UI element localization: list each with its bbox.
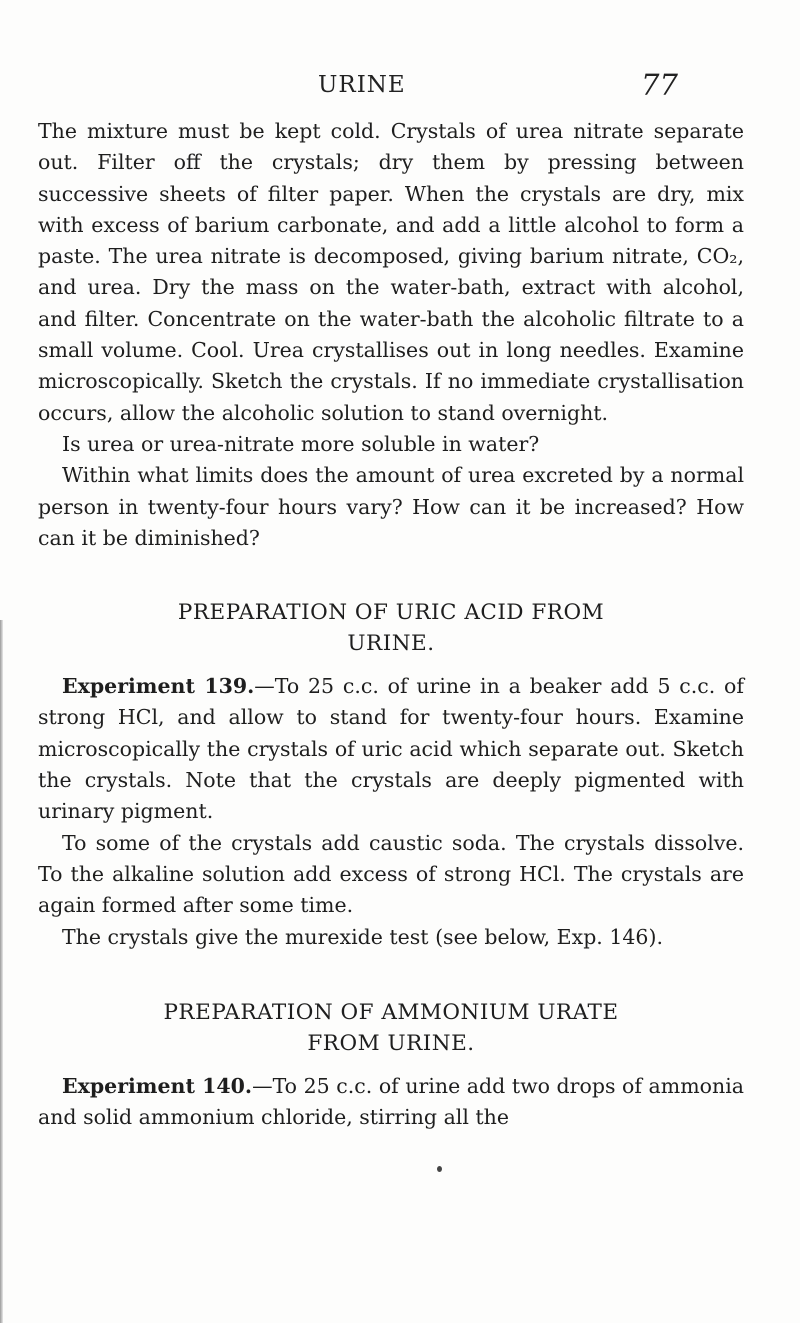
page-number: 77 [641, 68, 678, 102]
experiment-139 [38, 671, 744, 827]
experiment-140 [38, 1071, 744, 1134]
section-title-line: PREPARATION OF URIC ACID FROM [177, 600, 605, 626]
paragraph-urea-procedure: The mixture must be kept cold. Crystals of urea nitrate separate out. Filter off the crystals; dry them by pressing between successive sheets of filter paper. When the crystals are dry, mix with excess of barium carbonate, and add a little alcohol to form a paste. The urea nitrate is decomposed, giving barium nitrate, CO₂, and urea. Dry the mass on the water-bath, extract with alcohol, and filter. Concentrate on the water-bath the alcoholic filtrate to a small volume. Cool. Urea crystallises out in long needles. Examine microscopically. Sketch the crystals. If no immediate crystallisation occurs, allow the alcoholic solution to stand overnight. [38, 119, 744, 425]
section-title-line: PREPARATION OF AMMONIUM URATE [163, 999, 619, 1025]
page-header [0, 68, 800, 112]
body-text [38, 116, 744, 1133]
question-urea-limits: Within what limits does the amount of urea excreted by a normal person in twenty-four hours vary? How can it be increased? How can it be diminished? [38, 463, 744, 550]
ink-speck [437, 1166, 442, 1172]
paragraph-murexide: The crystals give the murexide test (see below, Exp. 146). [62, 924, 663, 949]
experiment-text: —To 25 c.c. of urine add two drops of ammonia and solid ammonium chloride, stirring all the [38, 1073, 744, 1130]
experiment-label: Experiment 140. [62, 1073, 253, 1098]
page-edge-shadow [0, 620, 3, 1323]
section-title-uric-acid [38, 597, 744, 659]
question-solubility: Is urea or urea-nitrate more soluble in water? [62, 431, 540, 456]
experiment-text: —To 25 c.c. of urine in a beaker add 5 c.c. of strong HCl, and allow to stand for twenty-four hours. Examine microscopically the crystals of uric acid which separate out. Sketch the crystals. Note that the crystals are deeply pigmented with urinary pigment. [38, 674, 744, 824]
experiment-label: Experiment 139. [62, 674, 255, 699]
paragraph-caustic-soda: To some of the crystals add caustic soda. The crystals dissolve. To the alkaline solution add excess of strong HCl. The crystals are again formed after some time. [38, 830, 744, 918]
section-title-line: FROM URINE. [307, 1030, 475, 1056]
section-title-line: URINE. [347, 631, 435, 657]
section-title-ammonium-urate [38, 997, 744, 1059]
running-head: URINE [318, 72, 406, 98]
